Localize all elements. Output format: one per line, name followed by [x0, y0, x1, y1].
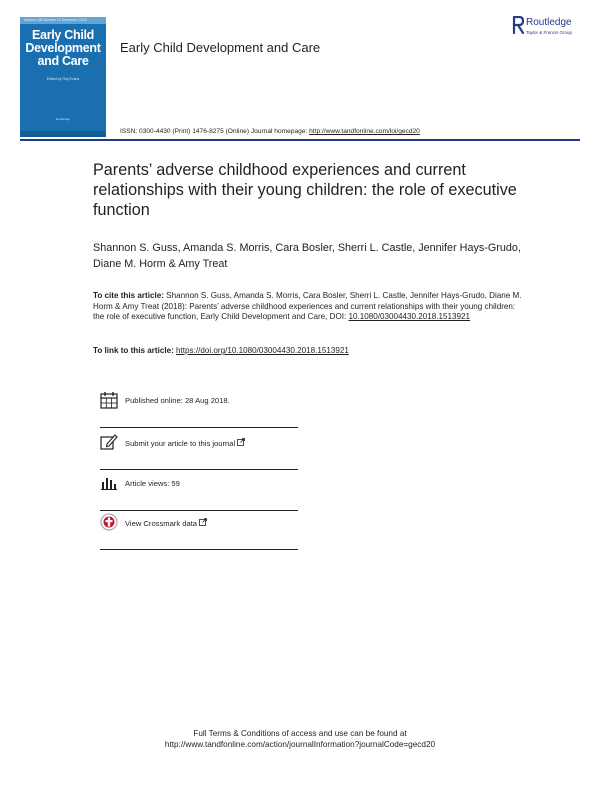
cover-title-line: and Care — [37, 54, 89, 68]
issn-text: ISSN: 0300-4430 (Print) 1476-8275 (Online) Journal homepage: — [120, 128, 310, 135]
external-link-icon — [237, 438, 245, 446]
cover-bottom-band — [20, 131, 106, 137]
article-title: Parents’ adverse childhood experiences and current relationships with their young children: the role of executive function — [93, 161, 517, 219]
citation-text: Shannon S. Guss, Amanda S. Morris, Cara Bosler, Sherri L. Castle, Jennifer Hays-Grudo, Diane M. Horm & Amy Treat (2018): Parents’ adverse childhood experiences and current relationships with their young children: the role of executive function, Early Child Development and Care, DOI: — [93, 291, 522, 322]
submit-article-link[interactable] — [125, 438, 245, 448]
submit-article-label: Submit your article to this journal — [125, 439, 236, 448]
link-label: To link to this article: — [93, 346, 177, 355]
row-divider — [100, 549, 298, 550]
footer-link[interactable]: http://www.tandfonline.com/action/journalInformation?journalCode=gecd20 — [164, 740, 436, 749]
crossmark-link[interactable] — [125, 518, 207, 528]
cover-editor: Edited by Roy Evans — [46, 77, 80, 81]
cover-title-line: Development — [25, 41, 101, 55]
row-divider — [100, 469, 298, 470]
views-row — [100, 474, 298, 512]
routledge-r-icon — [512, 16, 524, 34]
article-views: Article views: 59 — [125, 479, 180, 488]
cover-title-line: Early Child — [32, 28, 94, 42]
row-divider — [100, 510, 298, 511]
header-rule — [20, 139, 580, 141]
crossmark-icon — [100, 513, 118, 531]
cover-title — [20, 29, 106, 68]
external-link-icon — [199, 518, 207, 526]
citation-label: To cite this article: — [93, 291, 167, 300]
submit-row[interactable] — [100, 433, 298, 471]
citation-block — [93, 291, 523, 323]
link-to-article — [93, 346, 349, 355]
cover-volume-text: Volume 188 Number 12 December 2018 — [24, 18, 87, 22]
crossmark-label: View Crossmark data — [125, 519, 198, 528]
citation-doi-link[interactable]: 10.1080/03004430.2018.1513921 — [348, 312, 471, 322]
bar-chart-icon — [100, 474, 118, 492]
journal-cover — [20, 17, 106, 137]
article-authors: Shannon S. Guss, Amanda S. Morris, Cara Bosler, Sherri L. Castle, Jennifer Hays-Grudo, Diane M. Horm & Amy Treat — [93, 242, 521, 270]
cover-publisher-mark: Routledge — [56, 117, 70, 121]
published-row — [100, 391, 298, 429]
row-divider — [100, 427, 298, 428]
footer-terms: Full Terms & Conditions of access and use can be found at — [193, 729, 407, 738]
journal-name: Early Child Development and Care — [120, 40, 321, 55]
calendar-icon — [100, 391, 118, 409]
published-date: Published online: 28 Aug 2018. — [125, 396, 230, 405]
journal-homepage-link[interactable]: http://www.tandfonline.com/loi/gecd20 — [309, 128, 420, 135]
publisher-logo — [512, 14, 594, 40]
publisher-name: Routledge — [526, 17, 572, 28]
edit-icon — [100, 433, 118, 451]
publisher-tagline: Taylor & Francis Group — [526, 30, 573, 35]
article-doi-link[interactable]: https://doi.org/10.1080/03004430.2018.1513921 — [176, 346, 349, 355]
crossmark-row[interactable] — [100, 513, 298, 551]
issn-line — [120, 128, 420, 135]
